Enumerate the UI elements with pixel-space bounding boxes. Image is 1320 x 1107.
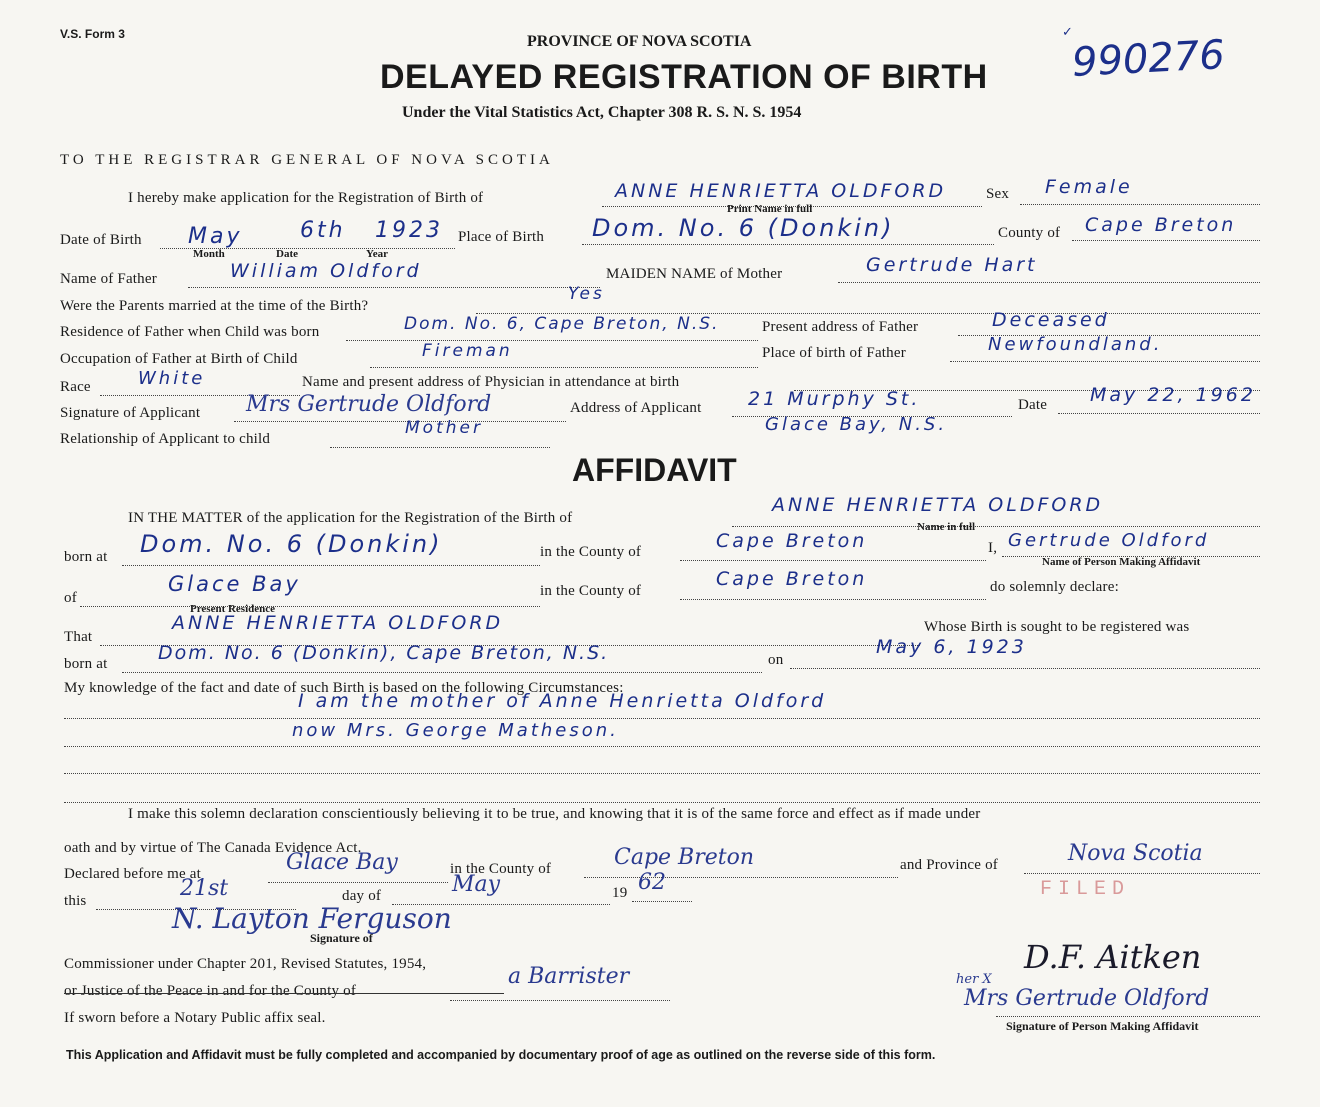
whose-label: Whose Birth is sought to be registered was	[924, 619, 1190, 635]
name-full-note: Name in full	[917, 521, 976, 533]
year-note: Year	[366, 248, 388, 260]
filed-stamp: FILED	[1040, 878, 1131, 901]
registration-number: 990276	[1070, 32, 1226, 86]
father-value: William Oldford	[230, 260, 422, 282]
race-label: Race	[60, 379, 91, 395]
circumstance-line1: I am the mother of Anne Henrietta Oldford	[298, 690, 827, 712]
residence-value: Dom. No. 6, Cape Breton, N.S.	[404, 314, 720, 334]
declared-day: 21st	[180, 876, 229, 901]
justice-line: or Justice of the Peace in and for the County of	[64, 983, 357, 999]
born-at-label: born at	[64, 549, 108, 565]
declarant-signature-note: Signature of Person Making Affidavit	[1006, 1019, 1199, 1033]
date-note: Date	[276, 248, 298, 260]
county-value-1: Cape Breton	[716, 530, 868, 552]
address-label: Address of Applicant	[570, 400, 702, 416]
province-label: and Province of	[900, 857, 998, 873]
notary-line: If sworn before a Notary Public affix seal.	[64, 1010, 326, 1026]
day-label: day of	[342, 888, 382, 904]
declaration-line2: oath and by virtue of The Canada Evidence Act.	[64, 840, 362, 856]
residence-note: Present Residence	[190, 603, 276, 615]
declared-label: Declared before me at	[64, 866, 202, 882]
dob-date-value: 6th	[300, 218, 346, 243]
county-label-2: in the County of	[450, 861, 552, 877]
father-label: Name of Father	[60, 271, 157, 287]
declare-label: do solemnly declare:	[990, 579, 1119, 595]
commissioner-signature: N. Layton Ferguson	[172, 902, 452, 935]
matter-name: ANNE HENRIETTA OLDFORD	[772, 494, 1104, 516]
sex-value: Female	[1045, 176, 1133, 198]
signature-of-note: Signature of	[310, 931, 373, 945]
county-value: Cape Breton	[1085, 214, 1237, 236]
residence-value-affidavit: Glace Bay	[168, 572, 301, 596]
footer-note: This Application and Affidavit must be fully completed and accompanied by documentary proof of age as outlined on the reverse side of this form.	[66, 1048, 936, 1062]
on-label: on	[768, 652, 784, 668]
justice-strikethrough	[64, 993, 504, 994]
on-date: May 6, 1923	[876, 636, 1027, 658]
date-label: Date	[1018, 397, 1048, 413]
of-label: of	[64, 590, 77, 606]
born-at-value-2: Dom. No. 6 (Donkin), Cape Breton, N.S.	[158, 642, 610, 664]
check-mark: ✓	[1062, 24, 1073, 39]
her-mark: her X	[956, 972, 992, 987]
dob-year-value: 1923	[375, 218, 443, 243]
commissioner-line: Commissioner under Chapter 201, Revised Statutes, 1954,	[64, 956, 427, 972]
race-value: White	[138, 368, 206, 389]
form-subtitle: Under the Vital Statistics Act, Chapter 308 R. S. N. S. 1954	[402, 104, 802, 121]
declared-place: Glace Bay	[286, 850, 398, 875]
form-number: V.S. Form 3	[60, 27, 125, 41]
intro-label: I hereby make application for the Registration of Birth of	[128, 190, 484, 206]
applicant-signature: Mrs Gertrude Oldford	[246, 392, 492, 417]
pob-father-value: Newfoundland.	[988, 334, 1163, 355]
born-at-value: Dom. No. 6 (Donkin)	[140, 530, 443, 558]
form-title: DELAYED REGISTRATION OF BIRTH	[380, 58, 988, 96]
occupation-value: Fireman	[422, 341, 513, 361]
present-addr-value: Deceased	[992, 309, 1110, 331]
declarant-note: Name of Person Making Affidavit	[1042, 556, 1201, 568]
county-label: County of	[998, 225, 1061, 241]
child-name-value: ANNE HENRIETTA OLDFORD	[615, 180, 947, 202]
application-date: May 22, 1962	[1090, 384, 1256, 406]
declaration-line1: I make this solemn declaration conscientiously believing it to be true, and knowing that it is of the same force and effect as if made under	[128, 806, 981, 822]
in-county-label-1: in the County of	[540, 544, 642, 560]
year-prefix: 19	[612, 885, 628, 901]
signature-label: Signature of Applicant	[60, 405, 201, 421]
occupation-label: Occupation of Father at Birth of Child	[60, 351, 298, 367]
registrar-signature: D.F. Aitken	[1024, 938, 1202, 976]
declarant-name: Gertrude Oldford	[1008, 530, 1210, 551]
born-at-label-2: born at	[64, 656, 108, 672]
sex-label: Sex	[986, 186, 1010, 202]
relationship-label: Relationship of Applicant to child	[60, 431, 271, 447]
declared-county: Cape Breton	[614, 845, 755, 870]
mother-label: MAIDEN NAME of Mother	[606, 266, 783, 282]
married-label: Were the Parents married at the time of the Birth?	[60, 298, 369, 314]
declarant-signature: Mrs Gertrude Oldford	[964, 986, 1210, 1011]
print-name-note: Print Name in full	[727, 203, 813, 215]
physician-label: Name and present address of Physician in attendance at birth	[302, 374, 680, 390]
addressee: TO THE REGISTRAR GENERAL OF NOVA SCOTIA	[60, 152, 554, 168]
i-label: I,	[988, 540, 998, 556]
province-heading: PROVINCE OF NOVA SCOTIA	[527, 33, 752, 50]
affidavit-title: AFFIDAVIT	[572, 452, 737, 488]
in-county-label-2: in the County of	[540, 583, 642, 599]
this-label: this	[64, 893, 87, 909]
declared-month: May	[452, 872, 501, 897]
address-line2: Glace Bay, N.S.	[765, 414, 948, 435]
dob-month-value: May	[188, 224, 243, 249]
mother-value: Gertrude Hart	[866, 254, 1038, 276]
place-label: Place of Birth	[458, 229, 545, 245]
married-value: Yes	[568, 284, 605, 304]
place-value: Dom. No. 6 (Donkin)	[592, 214, 895, 242]
county-value-2: Cape Breton	[716, 568, 868, 590]
present-addr-label: Present address of Father	[762, 319, 919, 335]
that-name: ANNE HENRIETTA OLDFORD	[172, 612, 504, 634]
that-label: That	[64, 629, 93, 645]
dob-label: Date of Birth	[60, 232, 142, 248]
knowledge-label: My knowledge of the fact and date of such Birth is based on the following Circumstances:	[64, 680, 624, 696]
month-note: Month	[193, 248, 225, 260]
relationship-value: Mother	[405, 418, 483, 438]
pob-father-label: Place of birth of Father	[762, 345, 906, 361]
declared-province: Nova Scotia	[1068, 841, 1203, 866]
barrister-note: a Barrister	[508, 964, 630, 989]
circumstance-line2: now Mrs. George Matheson.	[292, 720, 619, 741]
residence-label: Residence of Father when Child was born	[60, 324, 320, 340]
declared-year: 62	[638, 870, 666, 895]
matter-label: IN THE MATTER of the application for the Registration of the Birth of	[128, 510, 573, 526]
address-line1: 21 Murphy St.	[748, 388, 921, 410]
